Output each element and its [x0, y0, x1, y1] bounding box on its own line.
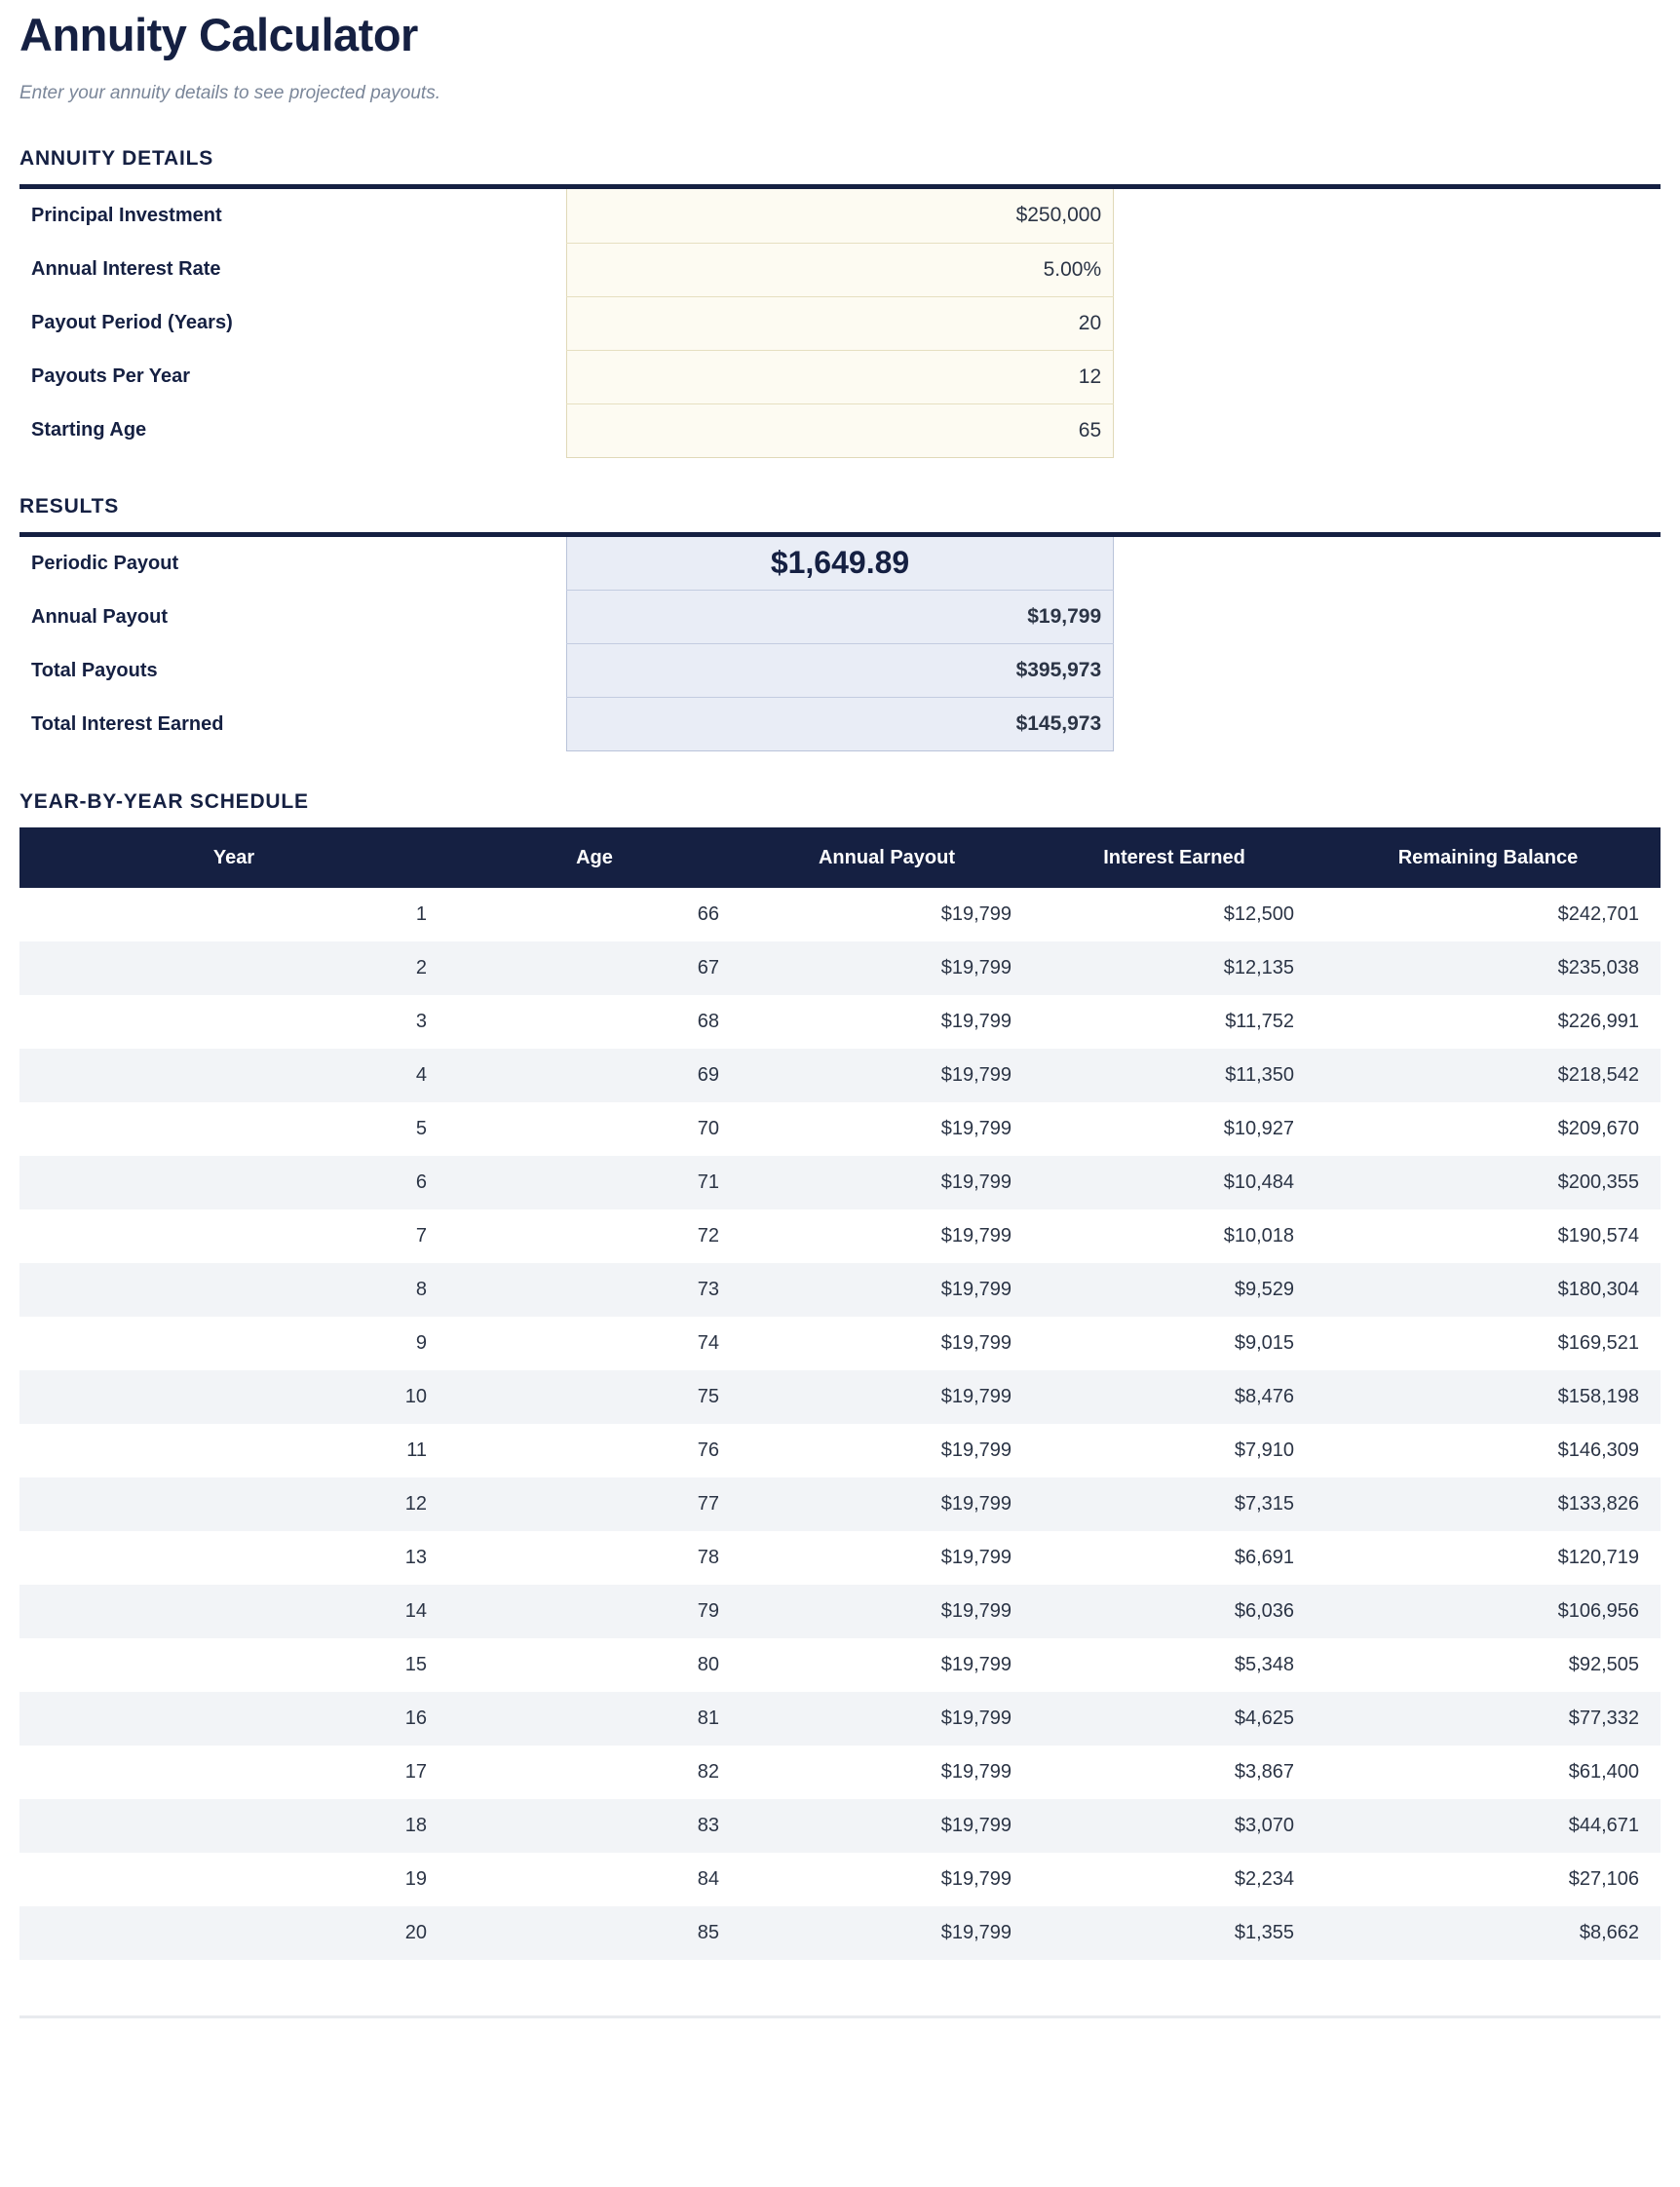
schedule-column-header[interactable]: Annual Payout	[741, 827, 1033, 888]
kv-label: Total Payouts	[31, 659, 158, 681]
table-cell: $158,198	[1316, 1370, 1661, 1424]
table-cell: $106,956	[1316, 1585, 1661, 1638]
table-cell: 14	[19, 1585, 448, 1638]
table-cell: 68	[448, 995, 741, 1049]
table-cell: 6	[19, 1156, 448, 1209]
kv-spacer	[1114, 537, 1661, 591]
table-cell: 81	[448, 1692, 741, 1746]
table-cell: $11,752	[1033, 995, 1316, 1049]
table-cell: $11,350	[1033, 1049, 1316, 1102]
table-cell: $19,799	[741, 1209, 1033, 1263]
table-cell: 4	[19, 1049, 448, 1102]
table-row	[19, 995, 1661, 1049]
kv-input-value[interactable]: 65	[566, 403, 1113, 457]
table-cell: 7	[19, 1209, 448, 1263]
table-cell: $180,304	[1316, 1263, 1661, 1317]
table-row	[19, 1102, 1661, 1156]
table-cell: $19,799	[741, 995, 1033, 1049]
annuity-details-body	[19, 187, 1661, 458]
table-cell: $19,799	[741, 1102, 1033, 1156]
table-cell: $235,038	[1316, 941, 1661, 995]
table-cell: 83	[448, 1799, 741, 1853]
kv-input-value[interactable]: 5.00%	[566, 243, 1113, 296]
table-cell: 13	[19, 1531, 448, 1585]
table-cell: $19,799	[741, 888, 1033, 941]
table-cell: 82	[448, 1746, 741, 1799]
table-cell: 78	[448, 1531, 741, 1585]
schedule-body	[19, 888, 1661, 1960]
bottom-divider	[19, 2015, 1661, 2018]
table-cell: $190,574	[1316, 1209, 1661, 1263]
schedule-heading: YEAR-BY-YEAR SCHEDULE	[19, 790, 309, 814]
kv-result-value: $145,973	[566, 698, 1113, 751]
table-cell: $169,521	[1316, 1317, 1661, 1370]
table-cell: 15	[19, 1638, 448, 1692]
table-row	[19, 1263, 1661, 1317]
schedule-head	[19, 827, 1661, 888]
kv-row	[19, 644, 1661, 698]
table-row	[19, 1477, 1661, 1531]
results-table	[19, 532, 1661, 752]
table-cell: $12,135	[1033, 941, 1316, 995]
table-cell: 17	[19, 1746, 448, 1799]
table-cell: $5,348	[1033, 1638, 1316, 1692]
table-cell: 12	[19, 1477, 448, 1531]
table-cell: 11	[19, 1424, 448, 1477]
table-cell: 3	[19, 995, 448, 1049]
kv-label: Periodic Payout	[31, 552, 179, 574]
kv-input-value[interactable]: 20	[566, 296, 1113, 350]
kv-label: Total Interest Earned	[31, 712, 224, 735]
table-cell: $200,355	[1316, 1156, 1661, 1209]
table-cell: $2,234	[1033, 1853, 1316, 1906]
table-cell: $19,799	[741, 1370, 1033, 1424]
table-row	[19, 1370, 1661, 1424]
table-row	[19, 1317, 1661, 1370]
table-cell: $209,670	[1316, 1102, 1661, 1156]
table-cell: 20	[19, 1906, 448, 1960]
table-cell: $226,991	[1316, 995, 1661, 1049]
table-cell: $19,799	[741, 1746, 1033, 1799]
table-cell: 70	[448, 1102, 741, 1156]
table-row	[19, 1585, 1661, 1638]
kv-spacer	[1114, 350, 1661, 403]
table-cell: 85	[448, 1906, 741, 1960]
table-cell: $19,799	[741, 941, 1033, 995]
kv-row	[19, 189, 1661, 243]
table-cell: $77,332	[1316, 1692, 1661, 1746]
schedule-column-header[interactable]: Interest Earned	[1033, 827, 1316, 888]
table-cell: 9	[19, 1317, 448, 1370]
page-title: Annuity Calculator	[19, 9, 418, 60]
table-cell: $92,505	[1316, 1638, 1661, 1692]
kv-row	[19, 591, 1661, 644]
kv-input-value[interactable]: $250,000	[566, 189, 1113, 243]
table-cell: 1	[19, 888, 448, 941]
kv-spacer	[1114, 591, 1661, 644]
table-row	[19, 1853, 1661, 1906]
kv-result-value: $19,799	[566, 591, 1113, 644]
table-cell: 67	[448, 941, 741, 995]
kv-result-value: $395,973	[566, 644, 1113, 698]
table-cell: 19	[19, 1853, 448, 1906]
table-row	[19, 888, 1661, 941]
table-cell: 72	[448, 1209, 741, 1263]
table-cell: $19,799	[741, 1263, 1033, 1317]
schedule-column-header[interactable]: Year	[19, 827, 448, 888]
table-cell: 77	[448, 1477, 741, 1531]
table-cell: $19,799	[741, 1531, 1033, 1585]
kv-spacer	[1114, 644, 1661, 698]
table-cell: $6,691	[1033, 1531, 1316, 1585]
kv-spacer	[1114, 189, 1661, 243]
kv-row	[19, 296, 1661, 350]
table-row	[19, 1531, 1661, 1585]
table-cell: 8	[19, 1263, 448, 1317]
table-cell: $218,542	[1316, 1049, 1661, 1102]
kv-spacer	[1114, 243, 1661, 296]
results-heading: RESULTS	[19, 494, 120, 518]
table-row	[19, 1209, 1661, 1263]
table-cell: $7,315	[1033, 1477, 1316, 1531]
table-row	[19, 1424, 1661, 1477]
table-cell: $19,799	[741, 1049, 1033, 1102]
table-row	[19, 1906, 1661, 1960]
table-row	[19, 1746, 1661, 1799]
table-cell: $27,106	[1316, 1853, 1661, 1906]
table-row	[19, 1156, 1661, 1209]
table-cell: $19,799	[741, 1585, 1033, 1638]
table-cell: $8,476	[1033, 1370, 1316, 1424]
table-cell: $44,671	[1316, 1799, 1661, 1853]
table-cell: $19,799	[741, 1692, 1033, 1746]
table-cell: $19,799	[741, 1477, 1033, 1531]
kv-label: Payouts Per Year	[31, 365, 191, 388]
table-cell: $61,400	[1316, 1746, 1661, 1799]
table-cell: 84	[448, 1853, 741, 1906]
kv-spacer	[1114, 403, 1661, 457]
table-cell: $4,625	[1033, 1692, 1316, 1746]
kv-label: Payout Period (Years)	[31, 312, 233, 334]
table-cell: $19,799	[741, 1906, 1033, 1960]
schedule-table	[19, 827, 1661, 1960]
table-row	[19, 1692, 1661, 1746]
table-cell: $19,799	[741, 1799, 1033, 1853]
table-cell: 75	[448, 1370, 741, 1424]
table-cell: $10,484	[1033, 1156, 1316, 1209]
kv-label: Principal Investment	[31, 205, 222, 227]
table-row	[19, 941, 1661, 995]
table-cell: 5	[19, 1102, 448, 1156]
table-cell: $19,799	[741, 1424, 1033, 1477]
table-cell: $120,719	[1316, 1531, 1661, 1585]
results-body	[19, 534, 1661, 751]
table-cell: 66	[448, 888, 741, 941]
table-cell: 16	[19, 1692, 448, 1746]
table-cell: $12,500	[1033, 888, 1316, 941]
table-cell: 80	[448, 1638, 741, 1692]
table-row	[19, 1049, 1661, 1102]
kv-row	[19, 403, 1661, 457]
table-cell: $19,799	[741, 1156, 1033, 1209]
table-cell: 73	[448, 1263, 741, 1317]
annuity-details-table	[19, 184, 1661, 458]
schedule-header-row	[19, 827, 1661, 888]
kv-row	[19, 243, 1661, 296]
kv-row	[19, 698, 1661, 751]
table-cell: 69	[448, 1049, 741, 1102]
kv-spacer	[1114, 296, 1661, 350]
schedule-column-header[interactable]: Age	[448, 827, 741, 888]
table-cell: $19,799	[741, 1638, 1033, 1692]
table-cell: $3,070	[1033, 1799, 1316, 1853]
kv-row	[19, 537, 1661, 591]
table-cell: $10,018	[1033, 1209, 1316, 1263]
kv-label: Annual Interest Rate	[31, 258, 221, 281]
table-cell: 2	[19, 941, 448, 995]
table-cell: $19,799	[741, 1317, 1033, 1370]
kv-label: Annual Payout	[31, 605, 169, 628]
page-subtitle: Enter your annuity details to see projected payouts.	[19, 83, 440, 104]
table-cell: 18	[19, 1799, 448, 1853]
table-cell: $7,910	[1033, 1424, 1316, 1477]
table-cell: $146,309	[1316, 1424, 1661, 1477]
kv-spacer	[1114, 698, 1661, 751]
table-row	[19, 1638, 1661, 1692]
kv-result-value: $1,649.89	[566, 537, 1113, 591]
table-cell: $9,015	[1033, 1317, 1316, 1370]
schedule-column-header[interactable]: Remaining Balance	[1316, 827, 1661, 888]
kv-label: Starting Age	[31, 419, 147, 441]
table-row	[19, 1799, 1661, 1853]
table-cell: $8,662	[1316, 1906, 1661, 1960]
table-cell: $3,867	[1033, 1746, 1316, 1799]
kv-row	[19, 350, 1661, 403]
table-cell: $6,036	[1033, 1585, 1316, 1638]
table-cell: 76	[448, 1424, 741, 1477]
table-cell: 10	[19, 1370, 448, 1424]
annuity-details-heading: ANNUITY DETAILS	[19, 147, 214, 171]
table-cell: $19,799	[741, 1853, 1033, 1906]
table-cell: $10,927	[1033, 1102, 1316, 1156]
table-cell: $9,529	[1033, 1263, 1316, 1317]
table-cell: 74	[448, 1317, 741, 1370]
kv-input-value[interactable]: 12	[566, 350, 1113, 403]
table-cell: $1,355	[1033, 1906, 1316, 1960]
table-cell: 79	[448, 1585, 741, 1638]
table-cell: 71	[448, 1156, 741, 1209]
table-cell: $242,701	[1316, 888, 1661, 941]
table-cell: $133,826	[1316, 1477, 1661, 1531]
